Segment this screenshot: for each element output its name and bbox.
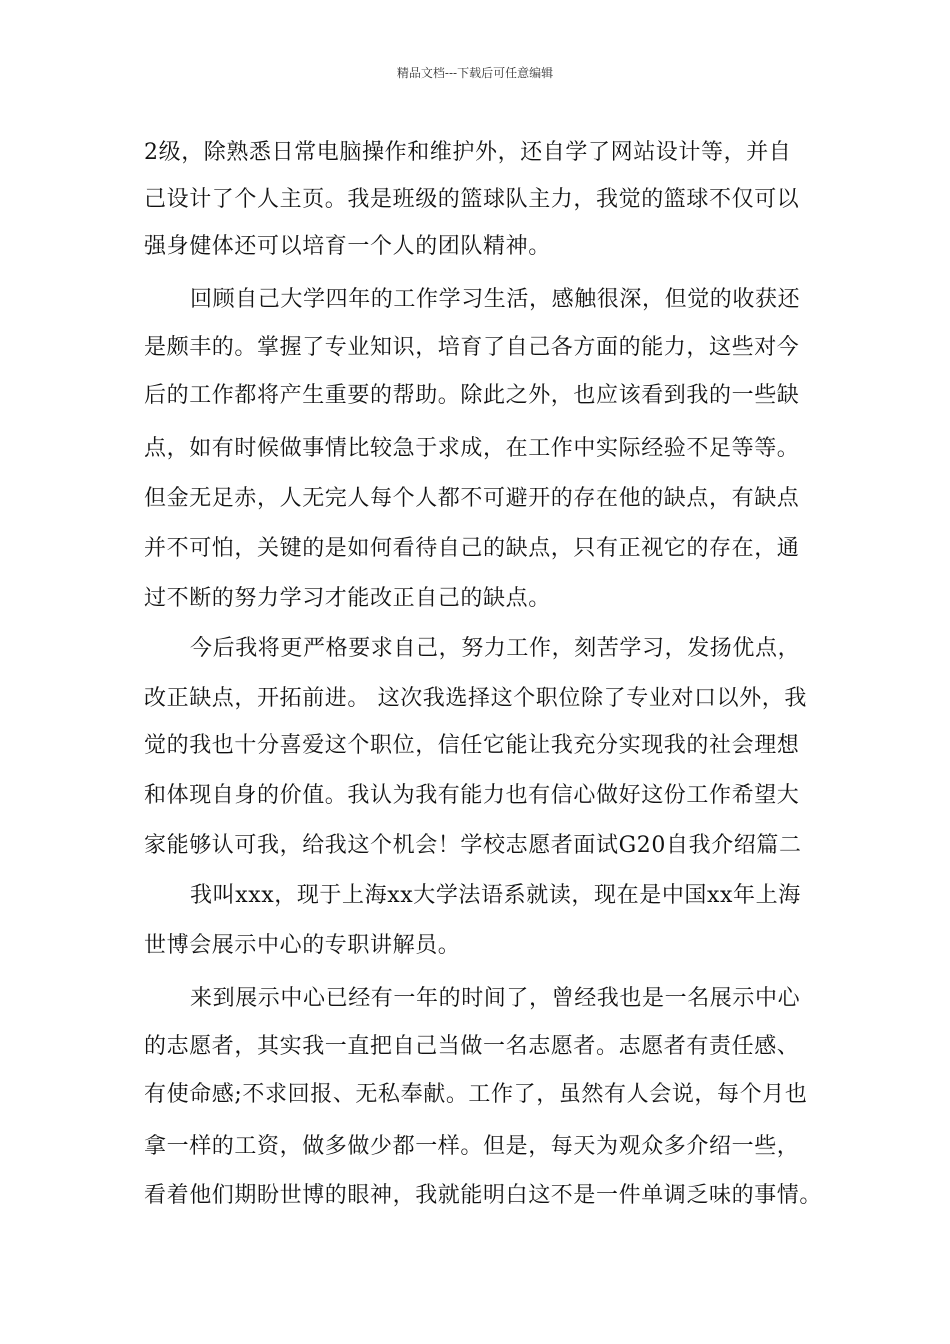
text-line: 是颇丰的。掌握了专业知识，培育了自己各方面的能力，这些对今 (144, 335, 800, 360)
page-header: 精品文档---下载后可任意编辑 (396, 66, 554, 80)
text-line: 觉的我也十分喜爱这个职位，信任它能让我充分实现我的社会理想 (144, 733, 800, 758)
paragraph-first-line: 来到展示中心已经有一年的时间了，曾经我也是一名展示中心 (190, 986, 801, 1011)
text-line: 己设计了个人主页。我是班级的篮球队主力，我觉的篮球不仅可以 (144, 187, 800, 212)
text-line: 改正缺点，开拓前进。 这次我选择这个职位除了专业对口以外，我 (144, 686, 807, 711)
text-line: 家能够认可我，给我这个机会！学校志愿者面试G20自我介绍篇二 (144, 833, 802, 858)
text-line: 的志愿者，其实我一直把自己当做一名志愿者。志愿者有责任感、 (144, 1034, 800, 1059)
text-line: 强身健体还可以培育一个人的团队精神。 (144, 234, 551, 259)
text-line: 但金无足赤，人无完人每个人都不可避开的存在他的缺点，有缺点 (144, 486, 800, 511)
text-line: 2级，除熟悉日常电脑操作和维护外，还自学了网站设计等，并自 (144, 140, 792, 165)
text-line: 拿一样的工资，做多做少都一样。但是，每天为观众多介绍一些， (144, 1134, 800, 1159)
text-line: 世博会展示中心的专职讲解员。 (144, 933, 461, 958)
text-line: 看着他们期盼世博的眼神，我就能明白这不是一件单调乏味的事情。 (144, 1183, 823, 1208)
text-line: 过不断的努力学习才能改正自己的缺点。 (144, 586, 551, 611)
text-line: 有使命感;不求回报、无私奉献。工作了，虽然有人会说，每个月也 (144, 1082, 808, 1107)
text-line: 和体现自身的价值。我认为我有能力也有信心做好这份工作希望大 (144, 783, 800, 808)
text-line: 点，如有时候做事情比较急于求成，在工作中实际经验不足等等。 (144, 436, 800, 461)
paragraph-first-line: 我叫xxx，现于上海xx大学法语系就读，现在是中国xx年上海 (190, 883, 801, 908)
paragraph-first-line: 回顾自己大学四年的工作学习生活，感触很深，但觉的收获还 (190, 287, 801, 312)
text-line: 后的工作都将产生重要的帮助。除此之外，也应该看到我的一些缺 (144, 383, 800, 408)
text-line: 并不可怕，关键的是如何看待自己的缺点，只有正视它的存在，通 (144, 536, 800, 561)
paragraph-first-line: 今后我将更严格要求自己，努力工作，刻苦学习，发扬优点， (190, 636, 801, 661)
